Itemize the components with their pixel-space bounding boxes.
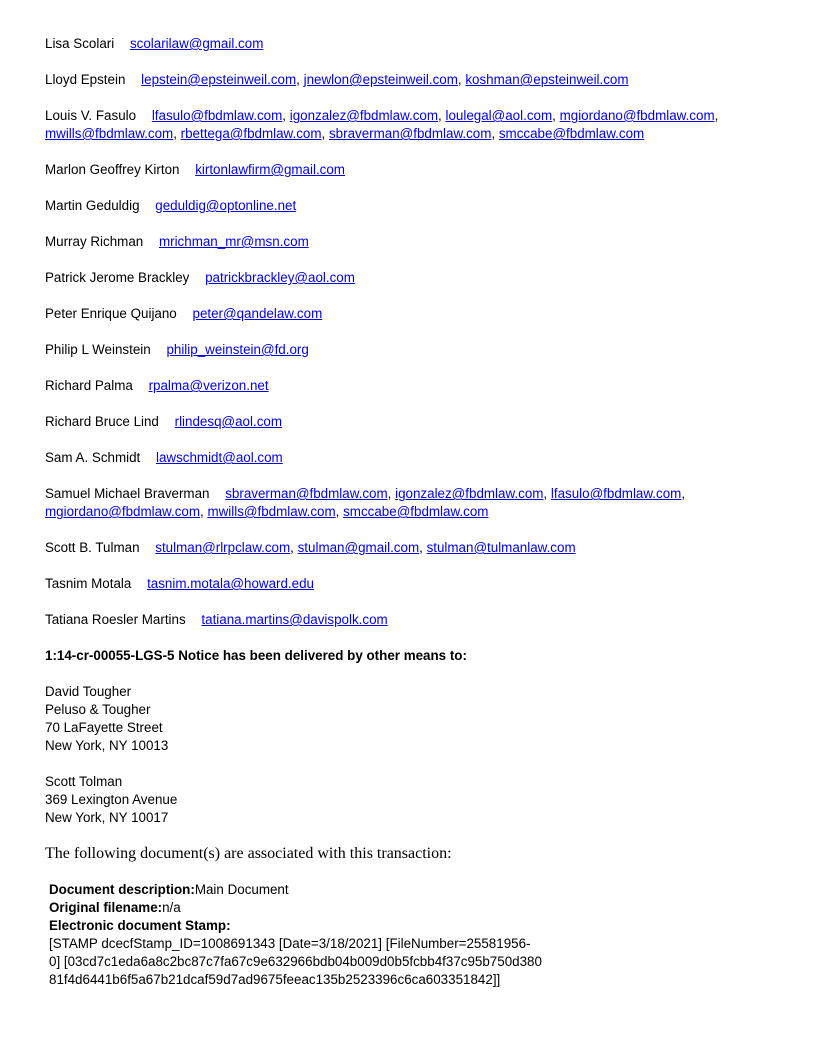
stamp-line: 81f4d6441b6f5a67b21dcaf59d7ad9675feeac135b2523396c6ca603351842]] (49, 972, 501, 987)
recipient-emails (175, 414, 282, 429)
recipient-entry (45, 161, 735, 179)
recipient-name: Richard Palma (45, 378, 133, 393)
recipient-emails (130, 36, 263, 51)
electronic-stamp-label: Electronic document Stamp: (49, 918, 231, 933)
document-description-label: Document description: (49, 882, 195, 897)
recipient-name: Tatiana Roesler Martins (45, 612, 186, 627)
email-link[interactable]: igonzalez@fbdmlaw.com (395, 486, 544, 501)
email-link[interactable]: lfasulo@fbdmlaw.com (550, 486, 682, 501)
recipient-emails (205, 270, 355, 285)
document-info (49, 881, 542, 989)
email-link[interactable]: scolarilaw@gmail.com (129, 36, 264, 51)
email-link[interactable]: lawschmidt@aol.com (156, 450, 283, 465)
recipient-emails: stulman@rlrpclaw.com, stulman@gmail.com, stulman@tulmanlaw.com (155, 540, 576, 555)
recipient-name: Lloyd Epstein (45, 72, 126, 87)
email-link[interactable]: patrickbrackley@aol.com (205, 270, 355, 285)
email-link[interactable]: tasnim.motala@howard.edu (147, 576, 314, 591)
recipient-entry (45, 197, 735, 215)
original-filename-row (49, 899, 542, 917)
recipient-emails (147, 576, 314, 591)
recipient-name: Peter Enrique Quijano (45, 306, 177, 321)
recipient-name: Murray Richman (45, 234, 144, 249)
recipient-name: Richard Bruce Lind (45, 414, 159, 429)
recipient-name: Louis V. Fasulo (45, 108, 137, 123)
recipient-emails: lepstein@epsteinweil.com, jnewlon@epsteinweil.com, koshman@epsteinweil.com (141, 72, 629, 87)
recipient-entry (45, 539, 735, 557)
address-line: Peluso & Tougher (45, 702, 151, 717)
associated-documents-heading: The following document(s) are associated with this transaction: (45, 845, 452, 862)
mailing-address (45, 683, 168, 755)
email-link[interactable]: mwills@fbdmlaw.com (45, 126, 174, 141)
recipient-emails: lfasulo@fbdmlaw.com, igonzalez@fbdmlaw.com, loulegal@aol.com, mgiordano@fbdmlaw.com, mwills@fbdmlaw.com, rbettega@fbdmlaw.com, sbraverman@fbdmlaw.com, smccabe@fbdmlaw.com (45, 108, 719, 141)
recipient-entry (45, 413, 735, 431)
email-link[interactable]: rlindesq@aol.com (174, 414, 282, 429)
email-link[interactable]: stulman@rlrpclaw.com (155, 540, 291, 555)
document-description-row (49, 881, 542, 899)
recipient-entry (45, 269, 735, 287)
recipient-name: Tasnim Motala (45, 576, 132, 591)
address-line: David Tougher (45, 684, 132, 699)
address-line: New York, NY 10013 (45, 738, 169, 753)
mailing-address (45, 773, 177, 827)
recipient-entry (45, 71, 735, 89)
email-link[interactable]: smccabe@fbdmlaw.com (343, 504, 489, 519)
recipient-name: Lisa Scolari (45, 36, 115, 51)
recipient-entry (45, 575, 735, 593)
email-link[interactable]: stulman@tulmanlaw.com (426, 540, 576, 555)
recipient-emails (201, 612, 387, 627)
recipient-name: Sam A. Schmidt (45, 450, 141, 465)
email-link[interactable]: igonzalez@fbdmlaw.com (289, 108, 439, 123)
recipient-emails (193, 306, 323, 321)
email-link[interactable]: mwills@fbdmlaw.com (207, 504, 336, 519)
recipient-emails (149, 378, 269, 393)
recipient-emails (155, 198, 296, 213)
recipient-entry (45, 377, 735, 395)
other-means-heading: 1:14-cr-00055-LGS-5 Notice has been delivered by other means to: (45, 648, 467, 663)
email-link[interactable]: tatiana.martins@davispolk.com (201, 612, 388, 627)
recipient-name: Patrick Jerome Brackley (45, 270, 190, 285)
original-filename-label: Original filename: (49, 900, 163, 915)
recipient-name: Scott B. Tulman (45, 540, 140, 555)
address-line: New York, NY 10017 (45, 810, 169, 825)
email-link[interactable]: lfasulo@fbdmlaw.com (151, 108, 283, 123)
stamp-line: 0] [03cd7c1eda6a8c2bc87c7fa67c9e632966bdb04b009d0b5fcbb4f37c95b750d380 (49, 954, 542, 969)
email-link[interactable]: koshman@epsteinweil.com (465, 72, 629, 87)
email-link[interactable]: mgiordano@fbdmlaw.com (45, 504, 201, 519)
document-description-value: Main Document (194, 882, 289, 897)
address-line: Scott Tolman (45, 774, 123, 789)
recipient-name: Samuel Michael Braverman (45, 486, 210, 501)
email-link[interactable]: geduldig@optonline.net (155, 198, 297, 213)
email-link[interactable]: kirtonlawfirm@gmail.com (195, 162, 345, 177)
recipient-name: Marlon Geoffrey Kirton (45, 162, 180, 177)
recipient-entry (45, 341, 735, 359)
email-link[interactable]: sbraverman@fbdmlaw.com (225, 486, 388, 501)
email-link[interactable]: philip_weinstein@fd.org (166, 342, 309, 357)
recipient-entry (45, 107, 735, 143)
stamp-line: [STAMP dcecfStamp_ID=1008691343 [Date=3/18/2021] [FileNumber=25581956- (49, 936, 531, 951)
address-line: 70 LaFayette Street (45, 720, 163, 735)
recipient-entry (45, 35, 735, 53)
recipient-name: Martin Geduldig (45, 198, 140, 213)
recipient-name: Philip L Weinstein (45, 342, 151, 357)
email-link[interactable]: peter@qandelaw.com (192, 306, 323, 321)
recipient-entry (45, 611, 735, 629)
original-filename-value: n/a (162, 900, 181, 915)
recipient-emails (159, 234, 309, 249)
email-link[interactable]: lepstein@epsteinweil.com (141, 72, 297, 87)
recipient-entry (45, 233, 735, 251)
recipient-emails (166, 342, 308, 357)
recipient-entry (45, 305, 735, 323)
email-link[interactable]: mgiordano@fbdmlaw.com (559, 108, 715, 123)
address-line: 369 Lexington Avenue (45, 792, 178, 807)
email-link[interactable]: stulman@gmail.com (297, 540, 420, 555)
email-link[interactable]: rpalma@verizon.net (148, 378, 269, 393)
recipient-emails (156, 450, 283, 465)
email-link[interactable]: sbraverman@fbdmlaw.com (328, 126, 492, 141)
email-link[interactable]: smccabe@fbdmlaw.com (498, 126, 645, 141)
recipient-emails (195, 162, 345, 177)
email-link[interactable]: rbettega@fbdmlaw.com (180, 126, 322, 141)
recipient-entry (45, 449, 735, 467)
email-link[interactable]: loulegal@aol.com (445, 108, 553, 123)
recipient-emails: sbraverman@fbdmlaw.com, igonzalez@fbdmlaw.com, lfasulo@fbdmlaw.com, mgiordano@fbdmlaw.com, mwills@fbdmlaw.com, smccabe@fbdmlaw.com (45, 486, 686, 519)
recipient-entry (45, 485, 735, 521)
email-link[interactable]: jnewlon@epsteinweil.com (303, 72, 458, 87)
email-link[interactable]: mrichman_mr@msn.com (158, 234, 309, 249)
